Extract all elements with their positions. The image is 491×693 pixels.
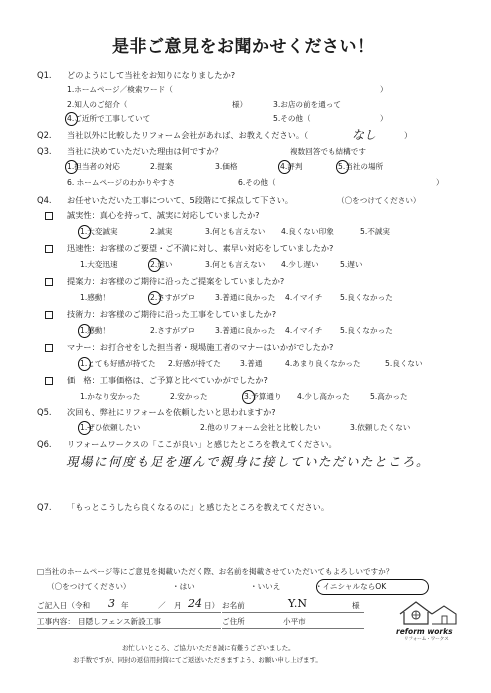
q4-item-6-option-4[interactable]: 4.少し高かった	[297, 392, 350, 401]
house-logo-icon	[392, 596, 464, 628]
q4-item-3-option-2-circle-mark	[148, 291, 161, 305]
q5-option-1-circle-mark	[78, 421, 91, 435]
q3-option-7-close: ）	[436, 178, 444, 187]
q4-item-1-option-5[interactable]: 5.不誠実	[360, 227, 391, 236]
q4-item-3-heading: 提案力：お客様のご期待に沿ったご提案をしていましたか?	[67, 276, 285, 286]
q4-item-6-checkbox[interactable]	[45, 377, 53, 385]
thanks-line-2: お手数ですが、同封の返信用封筒にてご返送いただきますよう、お願い申し上げます。	[73, 656, 322, 664]
q4-item-1-option-2[interactable]: 2.誠実	[150, 227, 173, 236]
q3-question: 当社に決めていただいた理由は何ですか？	[67, 146, 223, 156]
q3-option-7[interactable]: 6.その他（	[238, 178, 276, 187]
consent-no[interactable]: ・いいえ	[250, 582, 281, 591]
date-day[interactable]: 24	[188, 597, 202, 610]
q4-item-1-heading: 誠実性：真心を持って、誠実に対応していましたか?	[67, 210, 260, 220]
date-underline	[37, 612, 221, 613]
page-title: 是非ご意見をお聞かせください！	[112, 37, 375, 57]
q4-item-2-option-2[interactable]: 2.速い	[150, 260, 173, 269]
q4-item-3-option-1[interactable]: 1.感動！	[80, 293, 111, 302]
q4-item-6-option-3[interactable]: 3.予算通り	[244, 392, 282, 401]
q4-item-4-option-5[interactable]: 5.良くなかった	[340, 326, 393, 335]
q4-item-5-option-3[interactable]: 3.普通	[240, 359, 263, 368]
q4-item-2-option-5[interactable]: 5.遅い	[340, 260, 363, 269]
q1-option-5-close: ）	[380, 114, 388, 123]
q4-item-5-option-2[interactable]: 2.好感が持てた	[168, 359, 221, 368]
q3-option-4[interactable]: 4.評判	[280, 162, 303, 171]
q1-option-5[interactable]: 5.その他（	[273, 114, 311, 123]
q1-question: どのようにして当社をお知りになりましたか?	[67, 70, 236, 80]
q4-item-2-checkbox[interactable]	[45, 245, 53, 253]
name-consent-note: （〇をつけてください）	[47, 582, 131, 591]
thanks-line-1: お忙しいところ、ご協力いただき誠に有難うございました。	[122, 644, 295, 652]
q3-option-3[interactable]: 3.価格	[215, 162, 238, 171]
q5-number: Q5.	[37, 407, 52, 417]
consent-yes[interactable]: ・はい	[172, 582, 195, 591]
q1-option-3[interactable]: 3.お店の前を通って	[273, 100, 341, 109]
q1-number: Q1.	[37, 70, 52, 80]
q4-question: お任せいただいた工事について、5段階にて採点して下さい。	[67, 195, 293, 205]
date-day-unit: 日）	[204, 601, 220, 610]
q6-question: リフォームワークスの「ここが良い」と感じたところを教えてください。	[67, 439, 337, 449]
name-consent-question: □当社のホームページ等にご意見を掲載いただく際、お名前を掲載させていただいてもよろしいですか？	[37, 567, 394, 576]
q4-item-5-option-4[interactable]: 4.あまり良くなかった	[285, 359, 361, 368]
work-label: 工事内容：	[37, 617, 75, 626]
q3-number: Q3.	[37, 146, 52, 156]
work-value: 目隠しフェンス新設工事	[78, 617, 161, 626]
q4-item-5-heading: マナー：お打合せをした担当者・現場施工者のマナーはいかがでしたか?	[67, 342, 334, 352]
q4-item-5-checkbox[interactable]	[45, 344, 53, 352]
q4-item-2-option-4[interactable]: 4.少し遅い	[281, 260, 319, 269]
q1-option-4[interactable]: 4.ご近所で工事していて	[67, 114, 151, 123]
name-value[interactable]: Y.N	[288, 597, 307, 610]
q4-item-3-option-4[interactable]: 4.イマイチ	[285, 293, 323, 302]
q3-option-1-circle-mark	[65, 160, 78, 174]
q4-item-4-option-1-circle-mark	[78, 324, 91, 338]
q5-question: 次回も、弊社にリフォームを依頼したいと思われますか?	[67, 407, 276, 417]
q4-item-2-option-3[interactable]: 3.何とも言えない	[205, 260, 266, 269]
q4-item-6-option-5[interactable]: 5.高かった	[370, 392, 408, 401]
q6-number: Q6.	[37, 439, 52, 449]
q7-number: Q7.	[37, 502, 52, 512]
q4-item-2-option-1[interactable]: 1.大変迅速	[80, 260, 118, 269]
q4-item-4-option-3[interactable]: 3.普通に良かった	[215, 326, 276, 335]
q4-number: Q4.	[37, 195, 52, 205]
q1-option-1[interactable]: 1.ホームページ／検索ワード（	[67, 85, 173, 94]
address-label: ご住所	[222, 617, 245, 626]
q4-item-3-option-5[interactable]: 5.良くなかった	[340, 293, 393, 302]
q4-item-4-option-1[interactable]: 1.感動！	[80, 326, 111, 335]
q1-option-2[interactable]: 2.知人のご紹介（	[67, 100, 128, 109]
q3-option-2[interactable]: 2.提案	[150, 162, 173, 171]
q3-note: 複数回答でも結構です	[290, 147, 366, 156]
q4-item-3-checkbox[interactable]	[45, 278, 53, 286]
q4-item-1-option-1-circle-mark	[78, 225, 91, 239]
q3-option-6[interactable]: 6. ホームページのわかりやすさ	[67, 178, 176, 187]
q7-question: 「もっとこうしたら良くなるのに」と感じたところを教えてください。	[67, 502, 330, 512]
work-underline	[37, 628, 221, 629]
q5-option-3[interactable]: 3.依頼したくない	[350, 423, 411, 432]
q2-close: ）	[404, 130, 413, 140]
date-slash: ／	[158, 601, 166, 610]
q2-question: 当社以外に比較したリフォーム会社があれば、お教えください。（	[67, 130, 309, 140]
q4-item-5-option-5[interactable]: 5.良くない	[385, 359, 423, 368]
q3-option-5[interactable]: 5.当社の場所	[338, 162, 384, 171]
q4-item-3-option-2[interactable]: 2.さすがプロ	[150, 293, 196, 302]
date-month-unit: 月	[174, 601, 182, 610]
q3-option-5-circle-mark	[336, 160, 349, 174]
q4-item-4-option-2[interactable]: 2.さすがプロ	[150, 326, 196, 335]
q4-item-4-checkbox[interactable]	[45, 311, 53, 319]
reform-works-logo	[392, 596, 464, 642]
q4-item-2-option-2-circle-mark	[148, 258, 161, 272]
q2-answer: なし	[352, 128, 377, 142]
address-value: 小平市	[283, 617, 306, 626]
q5-option-1[interactable]: 1.ぜひ依頼したい	[80, 423, 141, 432]
q4-item-3-option-3[interactable]: 3.普通に良かった	[215, 293, 276, 302]
q4-item-1-option-1[interactable]: 1.大変誠実	[80, 227, 118, 236]
q6-answer: 現場に何度も足を運んで親身に接していただいたところ。	[66, 454, 431, 469]
name-label: お名前	[222, 601, 245, 610]
q1-option-1-close: ）	[380, 85, 388, 94]
q5-option-2[interactable]: 2.他のリフォーム会社と比較したい	[200, 423, 321, 432]
q3-option-4-circle-mark	[278, 160, 291, 174]
q4-item-6-option-1[interactable]: 1.かなり安かった	[80, 392, 141, 401]
q4-item-6-option-3-circle-mark	[242, 390, 255, 404]
q4-item-4-heading: 技術力：お客様のご期待に沿った工事をしていましたか?	[67, 309, 277, 319]
q4-item-6-heading: 価 格：工事価格は、ご予算と比べていかがでしたか?	[67, 375, 268, 385]
address-underline	[222, 628, 364, 629]
q4-item-1-option-3[interactable]: 3.何とも言えない	[205, 227, 266, 236]
logo-text: reform works	[396, 627, 453, 636]
date-year[interactable]: 3	[108, 597, 115, 610]
q4-item-5-option-1[interactable]: 1.とても好感が持てた	[80, 359, 156, 368]
consent-initials-circle-mark	[316, 579, 429, 595]
logo-subtext: リフォーム・ワークス	[404, 637, 449, 642]
q4-note: （〇をつけてください）	[337, 196, 421, 205]
q4-item-4-option-4[interactable]: 4.イマイチ	[285, 326, 323, 335]
q4-item-1-option-4[interactable]: 4.良くない印象	[281, 227, 334, 236]
q1-option-4-circle-mark	[65, 112, 78, 126]
consent-initials[interactable]: ・イニシャルならOK	[315, 582, 387, 591]
q4-item-6-option-2[interactable]: 2.安かった	[170, 392, 208, 401]
q4-item-2-heading: 迅速性：お客様のご要望・ご不満に対し、素早い対応をしていましたか?	[67, 243, 334, 253]
date-label: ご記入日（令和	[37, 601, 91, 610]
q4-item-5-option-1-circle-mark	[78, 357, 91, 371]
date-year-unit: 年	[121, 601, 129, 610]
q3-option-1[interactable]: 1.担当者の対応	[67, 162, 120, 171]
q1-option-2-sama: 様）	[232, 100, 248, 109]
q2-number: Q2.	[37, 130, 52, 140]
name-underline	[222, 612, 364, 613]
q4-item-1-checkbox[interactable]	[45, 212, 53, 220]
name-sama: 様	[352, 601, 360, 610]
